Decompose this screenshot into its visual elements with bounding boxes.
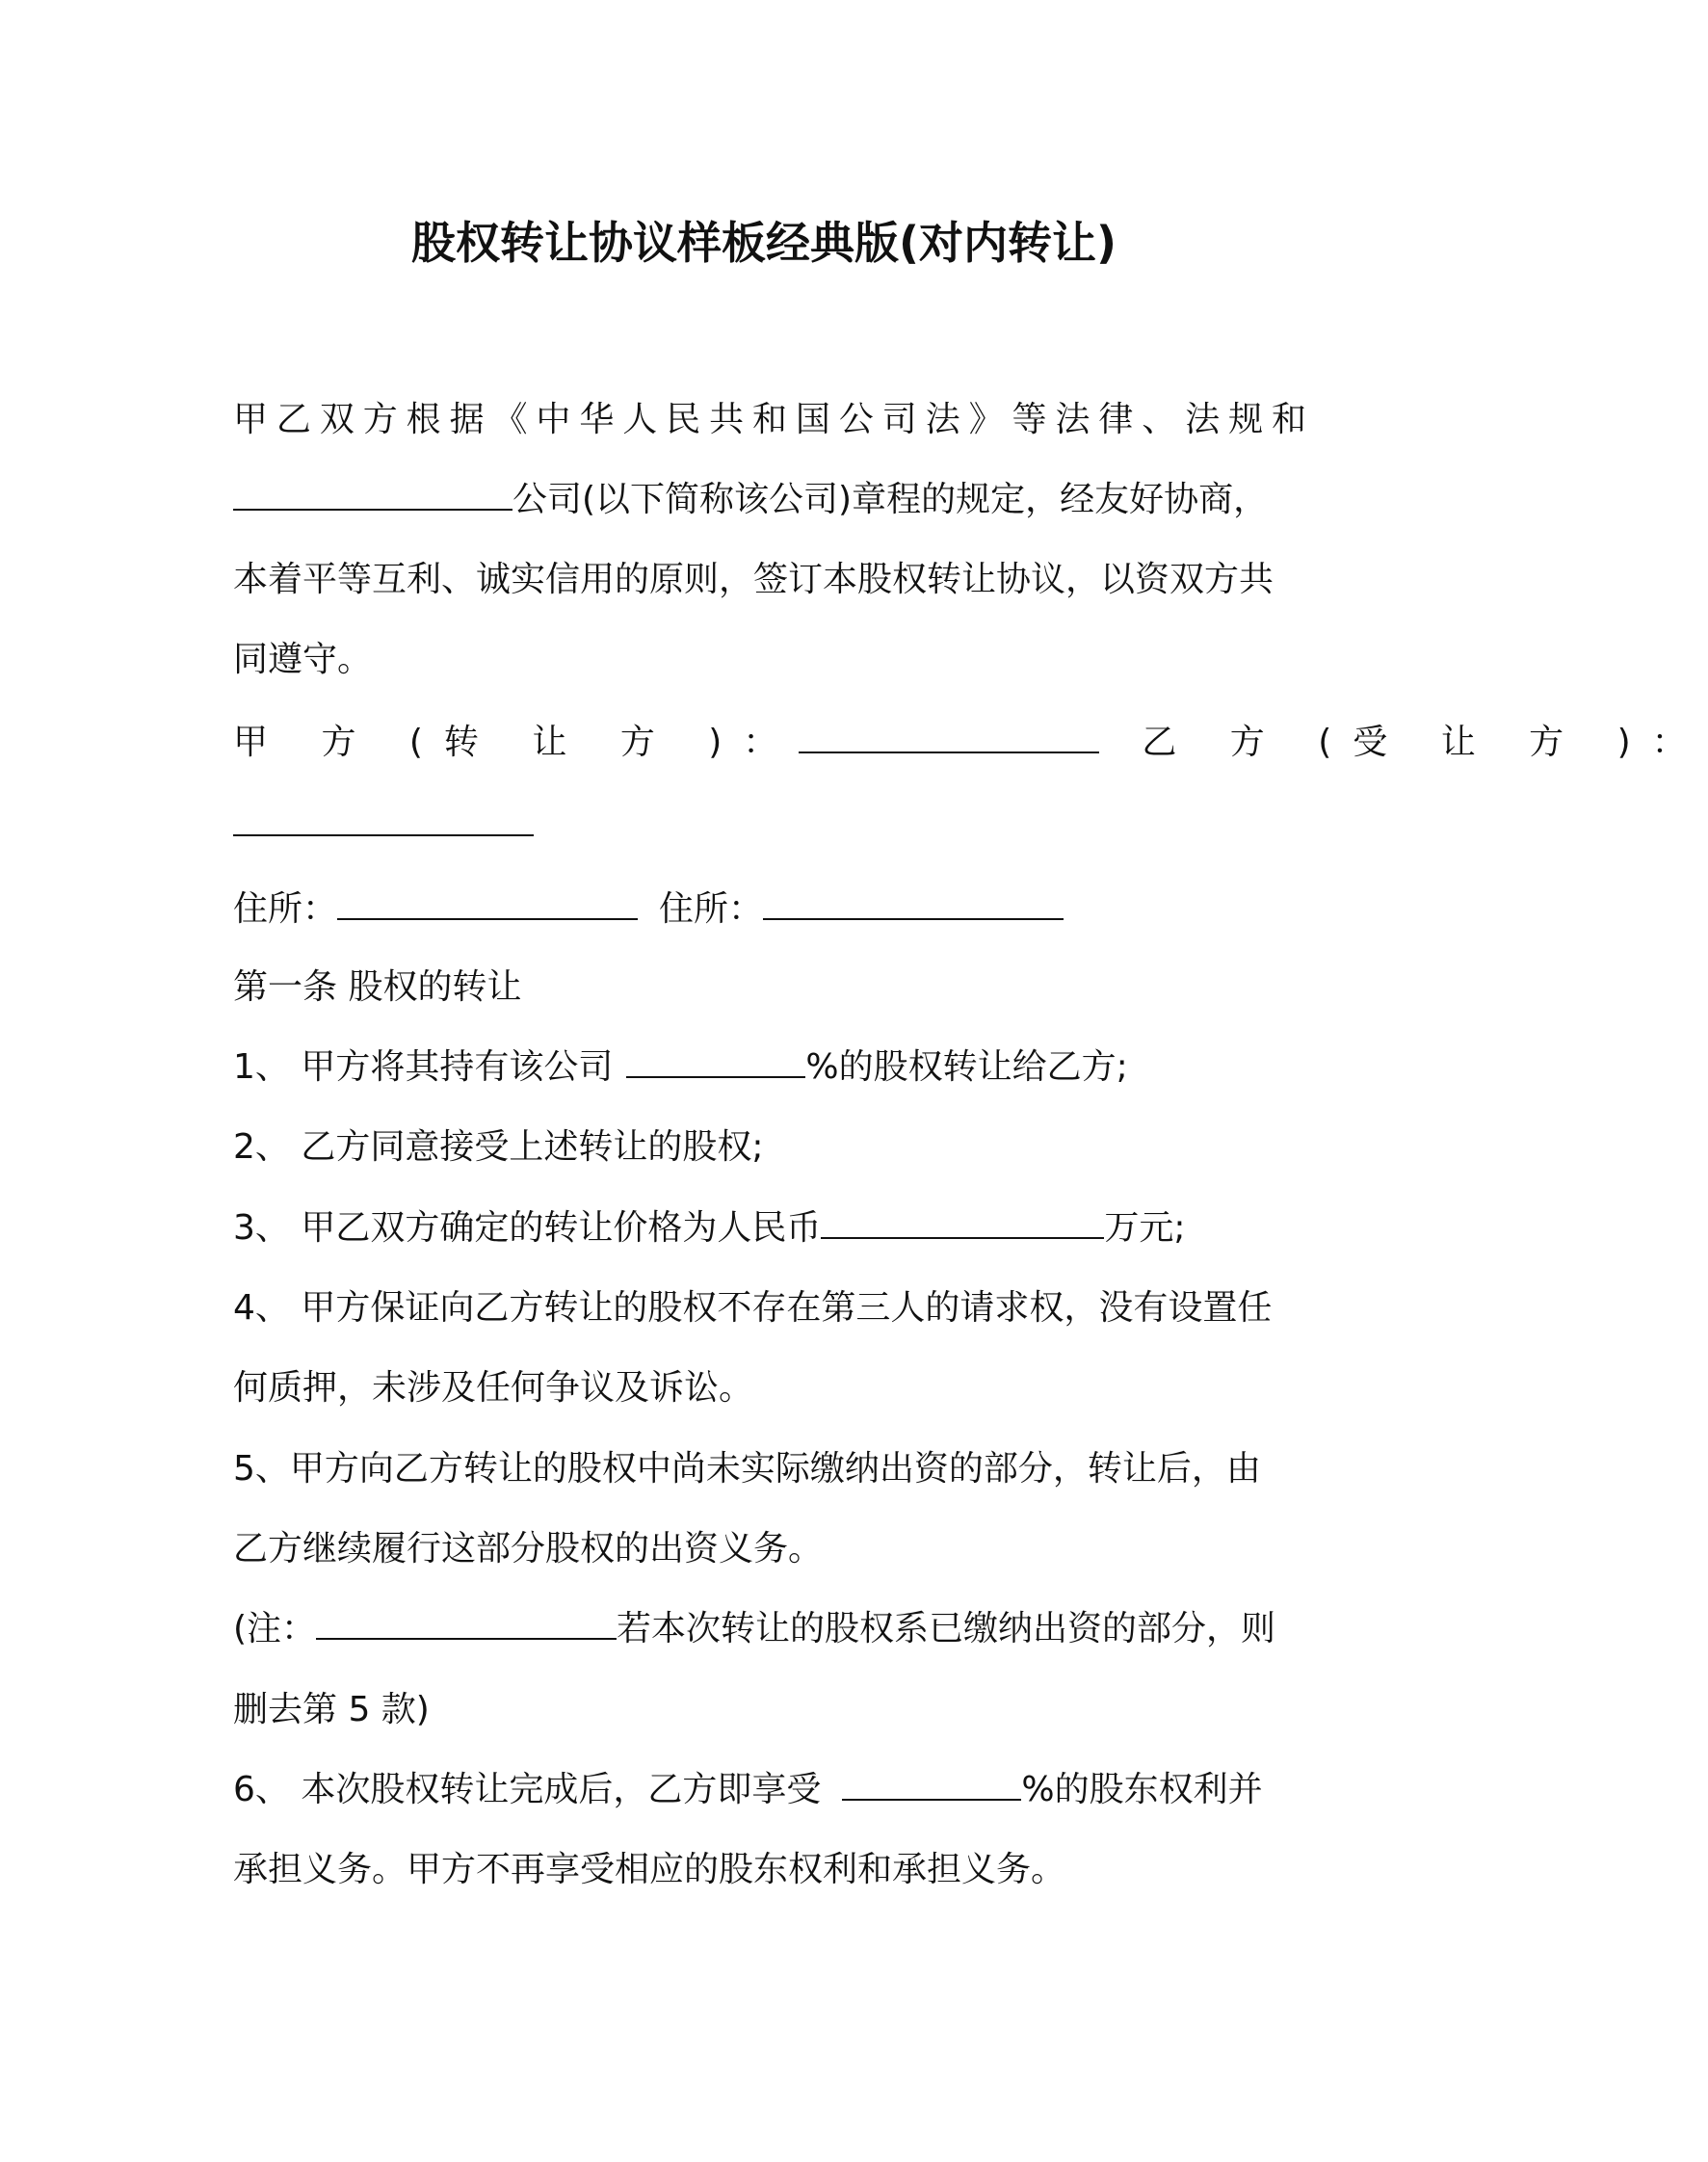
item-3-suffix: 万元; [1104,1208,1186,1248]
party-a-label: 甲 方 (转 让 方 )： [233,723,800,762]
article-1-item-5-line-2: 乙方继续履行这部分股权的出资义务。 [233,1529,824,1569]
note-suffix: 若本次转让的股权系已缴纳出资的部分，则 [617,1609,1276,1648]
article-1-item-4-line-2: 何质押，未涉及任何争议及诉讼。 [233,1368,754,1408]
address-b-label: 住所： [659,889,764,929]
note-line-1 [233,1608,1275,1650]
item-1-prefix: 1、 甲方将其持有该公司 [233,1047,614,1087]
item-3-prefix: 3、 甲乙双方确定的转让价格为人民币 [233,1208,822,1248]
article-1-item-5-line-1: 5、甲方向乙方转让的股权中尚未实际缴纳出资的部分，转让后，由 [233,1449,1261,1489]
note-blank[interactable] [316,1609,617,1640]
intro-line-2 [233,479,1268,521]
address-a-blank[interactable] [337,889,638,920]
item-6-prefix: 6、 本次股权转让完成后，乙方即享受 [233,1770,822,1809]
party-b-blank[interactable] [233,805,534,836]
party-b-line [233,804,534,847]
address-line [233,888,1064,931]
intro-line-2-text: 公司(以下简称该公司)章程的规定，经友好协商， [512,480,1269,519]
note-line-2: 删去第 5 款) [233,1690,430,1729]
document-title: 股权转让协议样板经典版(对内转让) [410,217,1117,269]
article-1-item-1 [233,1046,1128,1089]
article-1-item-6-line-2: 承担义务。甲方不再享受相应的股东权利和承担义务。 [233,1850,1066,1889]
article-1-item-3 [233,1207,1186,1250]
intro-line-1: 甲乙双方根据《中华人民共和国公司法》等法律、法规和 [233,400,1306,439]
share-percent-blank[interactable] [626,1047,805,1078]
intro-line-4: 同遵守。 [233,640,373,679]
article-1-heading: 第一条 股权的转让 [233,967,522,1007]
party-b-label: 乙 方 (受 让 方 )： [1142,723,1708,762]
shareholder-percent-blank[interactable] [842,1770,1021,1801]
parties-line [233,722,1708,764]
intro-line-3: 本着平等互利、诚实信用的原则，签订本股权转让协议，以资双方共 [233,560,1274,599]
article-1-item-4-line-1: 4、 甲方保证向乙方转让的股权不存在第三人的请求权，没有设置任 [233,1288,1273,1328]
address-a-label: 住所： [233,889,338,929]
item-6-suffix: %的股东权利并 [1021,1770,1263,1809]
company-name-blank[interactable] [233,480,512,511]
item-1-suffix: %的股权转让给乙方; [805,1047,1128,1087]
party-a-blank[interactable] [799,723,1099,753]
note-prefix: (注： [233,1609,317,1648]
article-1-item-2: 2、 乙方同意接受上述转让的股权; [233,1127,764,1167]
price-blank[interactable] [821,1208,1104,1239]
article-1-item-6-line-1 [233,1769,1263,1811]
address-b-blank[interactable] [763,889,1064,920]
